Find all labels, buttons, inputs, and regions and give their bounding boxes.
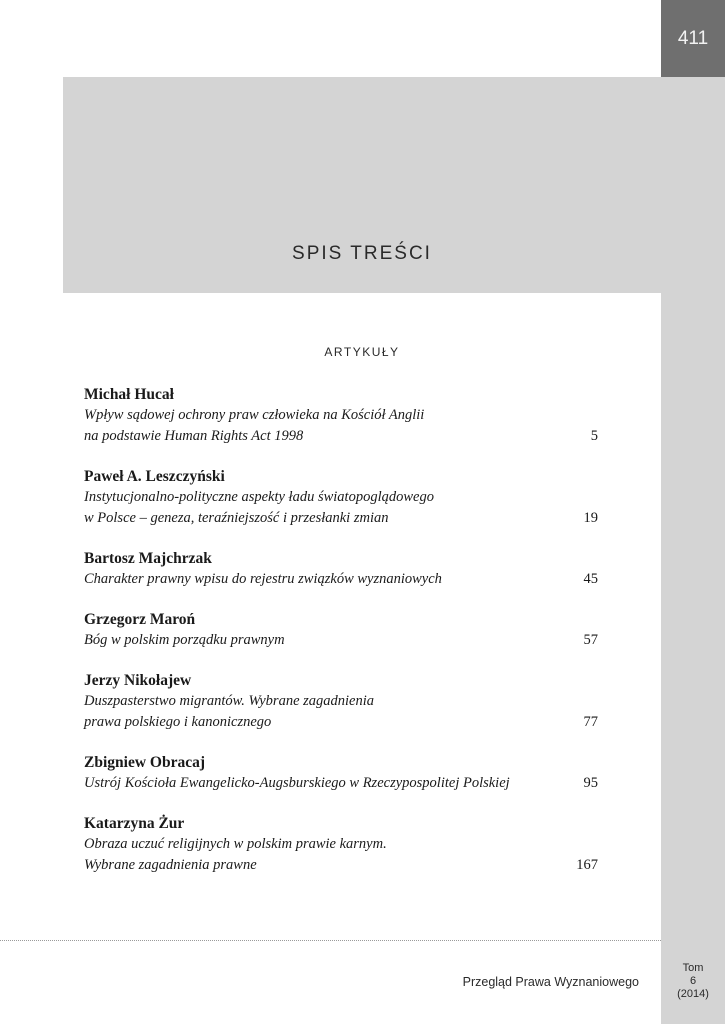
volume-number: 6 bbox=[689, 975, 697, 987]
toc-entry[interactable] bbox=[84, 384, 598, 447]
page-number: 411 bbox=[661, 0, 725, 77]
toc-entry[interactable] bbox=[84, 548, 598, 590]
entry-title-line: na podstawie Human Rights Act 1998 bbox=[84, 428, 304, 444]
entry-page-number: 5 bbox=[590, 428, 598, 444]
footer-divider bbox=[0, 940, 661, 941]
entry-author: Bartosz Majchrzak bbox=[84, 550, 212, 567]
entry-page-number: 45 bbox=[583, 571, 598, 587]
entry-page-number: 19 bbox=[583, 510, 598, 526]
section-heading: ARTYKUŁY bbox=[324, 345, 400, 359]
entry-title-line: Bóg w polskim porządku prawnym bbox=[84, 632, 285, 648]
entry-title-line: Instytucjonalno-polityczne aspekty ładu światopoglądowego bbox=[84, 489, 434, 505]
entry-page-number: 95 bbox=[583, 775, 598, 791]
toc-entry[interactable] bbox=[84, 466, 598, 529]
volume-year: (2014) bbox=[677, 988, 709, 1000]
header-band bbox=[63, 77, 661, 293]
toc-entry[interactable] bbox=[84, 609, 598, 651]
toc-entry[interactable] bbox=[84, 813, 598, 876]
page-title: SPIS TREŚCI bbox=[292, 243, 432, 264]
entry-title-line: Charakter prawny wpisu do rejestru związków wyznaniowych bbox=[84, 571, 442, 587]
entry-author: Grzegorz Maroń bbox=[84, 611, 196, 628]
toc-entry[interactable] bbox=[84, 670, 598, 733]
entry-author: Katarzyna Żur bbox=[84, 815, 185, 832]
side-strip bbox=[661, 0, 725, 1024]
volume-info bbox=[661, 962, 725, 1001]
table-of-contents bbox=[84, 384, 598, 895]
entry-author: Michał Hucał bbox=[84, 386, 174, 403]
entry-page-number: 57 bbox=[583, 632, 598, 648]
volume-label: Tom bbox=[682, 962, 704, 974]
entry-title-line: Obraza uczuć religijnych w polskim prawie karnym. bbox=[84, 836, 387, 852]
entry-title-line: Duszpasterstwo migrantów. Wybrane zagadnienia bbox=[84, 693, 375, 709]
entry-author: Paweł A. Leszczyński bbox=[84, 468, 225, 485]
entry-author: Jerzy Nikołajew bbox=[84, 672, 192, 689]
entry-page-number: 77 bbox=[583, 714, 598, 730]
entry-author: Zbigniew Obracaj bbox=[84, 754, 205, 771]
entry-title-line: Ustrój Kościoła Ewangelicko-Augsburskiego w Rzeczypospolitej Polskiej bbox=[84, 775, 510, 791]
entry-page-number: 167 bbox=[576, 857, 598, 873]
entry-title-line: prawa polskiego i kanonicznego bbox=[84, 714, 272, 730]
entry-title-line: Wybrane zagadnienia prawne bbox=[84, 857, 257, 873]
entry-title-line: w Polsce – geneza, teraźniejszość i przesłanki zmian bbox=[84, 510, 389, 526]
journal-name: Przegląd Prawa Wyznaniowego bbox=[462, 975, 639, 989]
entry-title-line: Wpływ sądowej ochrony praw człowieka na Kościół Anglii bbox=[84, 407, 425, 423]
toc-entry[interactable] bbox=[84, 752, 598, 794]
